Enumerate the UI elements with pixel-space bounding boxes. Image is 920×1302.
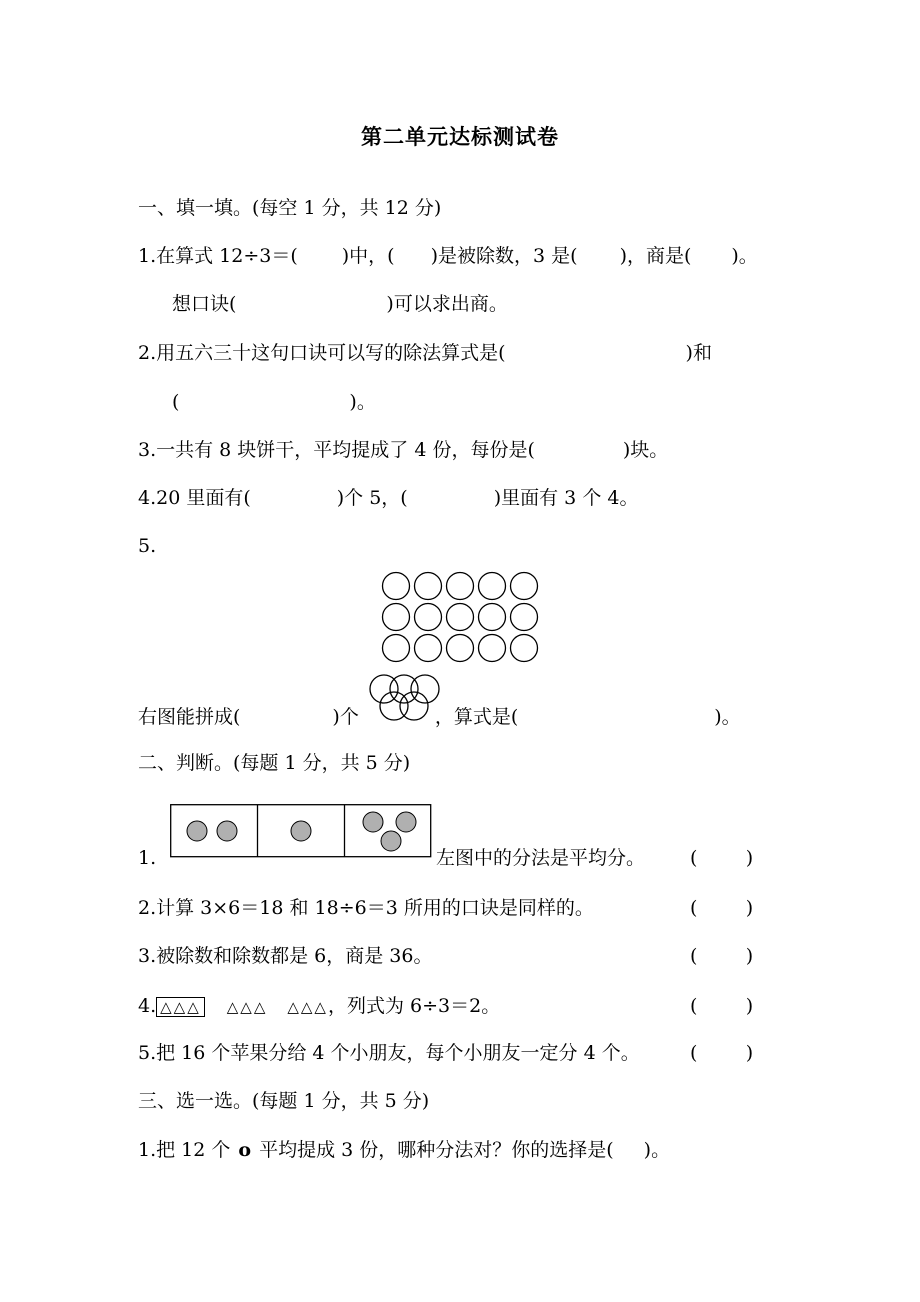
judge-4-answer-paren[interactable]: ( ) [690,995,754,1017]
judge-2-text: 2.计算 3×6＝18 和 18÷6＝3 所用的口诀是同样的。 [138,897,594,919]
judge-4-text: ，列式为 6÷3＝2。 [327,995,501,1017]
judge-3-text: 3.被除数和除数都是 6，商是 36。 [138,945,433,967]
choice-1-text-b: 平均提成 3 份，哪种分法对？你的选择是( [259,1139,614,1161]
judge-1-answer-paren[interactable]: ( ) [690,847,754,869]
circle-grid-figure [380,570,540,666]
q5-text-a: 右图能拼成( [138,706,241,728]
triangle-group-boxed: △△△ [156,997,205,1017]
q4-text-a: 4.20 里面有( [138,487,251,509]
olympic-rings-icon [368,672,442,724]
triangle-group-2: △△△ [226,998,268,1016]
judge-3-answer-paren[interactable]: ( ) [690,945,754,967]
judge-4-number: 4. [138,995,157,1017]
q1-text-a: 1.在算式 12÷3＝( [138,245,298,267]
question-3 [138,437,668,463]
q1-text-e: )。 [731,245,758,267]
q2-text-a: 2.用五六三十这句口诀可以写的除法算式是( [138,342,506,364]
choice-1-text-c: )。 [643,1139,671,1161]
judge-5-text: 5.把 16 个苹果分给 4 个小朋友，每个小朋友一定分 4 个。 [138,1042,640,1064]
triangle-group-3: △△△ [287,998,328,1016]
question-1-line-1 [138,243,758,269]
question-4 [138,485,638,511]
page-title: 第二单元达标测试卷 [361,124,559,149]
judge-2-answer-paren[interactable]: ( ) [690,897,754,919]
q3-text-b: )块。 [622,439,669,461]
q1-text-c: )是被除数，3 是( [430,245,578,267]
section3-heading: 三、选一选。(每题 1 分，共 5 分) [138,1090,430,1112]
question-2-line-2 [172,389,376,415]
choice-1-line [138,1137,670,1163]
q2-line2-text-b: )。 [349,391,376,413]
section2-heading: 二、判断。(每题 1 分，共 5 分) [138,752,411,774]
grouping-boxes-figure [170,804,432,858]
q1-line2-text-a: 想口诀( [172,293,237,315]
choice-1-text-a: 1.把 12 个 [138,1139,231,1161]
q3-text-a: 3.一共有 8 块饼干，平均提成了 4 份，每份是( [138,439,535,461]
question-2-line-1 [138,340,712,366]
judge-1-text: 左图中的分法是平均分。 [436,847,646,869]
q5-text-c: ，算式是( [434,706,519,728]
q2-text-b: )和 [685,342,712,364]
q2-line2-text-a: ( [172,391,180,413]
q5-text-b: )个 [332,706,359,728]
judge-5-answer-paren[interactable]: ( ) [690,1042,754,1064]
q1-text-d: )，商是( [619,245,692,267]
judge-4-line [138,993,500,1020]
small-circle-symbol: o [238,1139,252,1161]
q4-text-c: )里面有 3 个 4。 [493,487,639,509]
judge-1-number: 1. [138,847,157,869]
q5-text-d: )。 [714,706,741,728]
question-5-number: 5. [138,535,157,557]
q4-text-b: )个 5，( [336,487,408,509]
q1-text-b: )中，( [341,245,395,267]
question-1-line-2 [172,291,508,317]
q1-line2-text-b: )可以求出商。 [386,293,508,315]
section1-heading: 一、填一填。(每空 1 分，共 12 分) [138,197,442,219]
